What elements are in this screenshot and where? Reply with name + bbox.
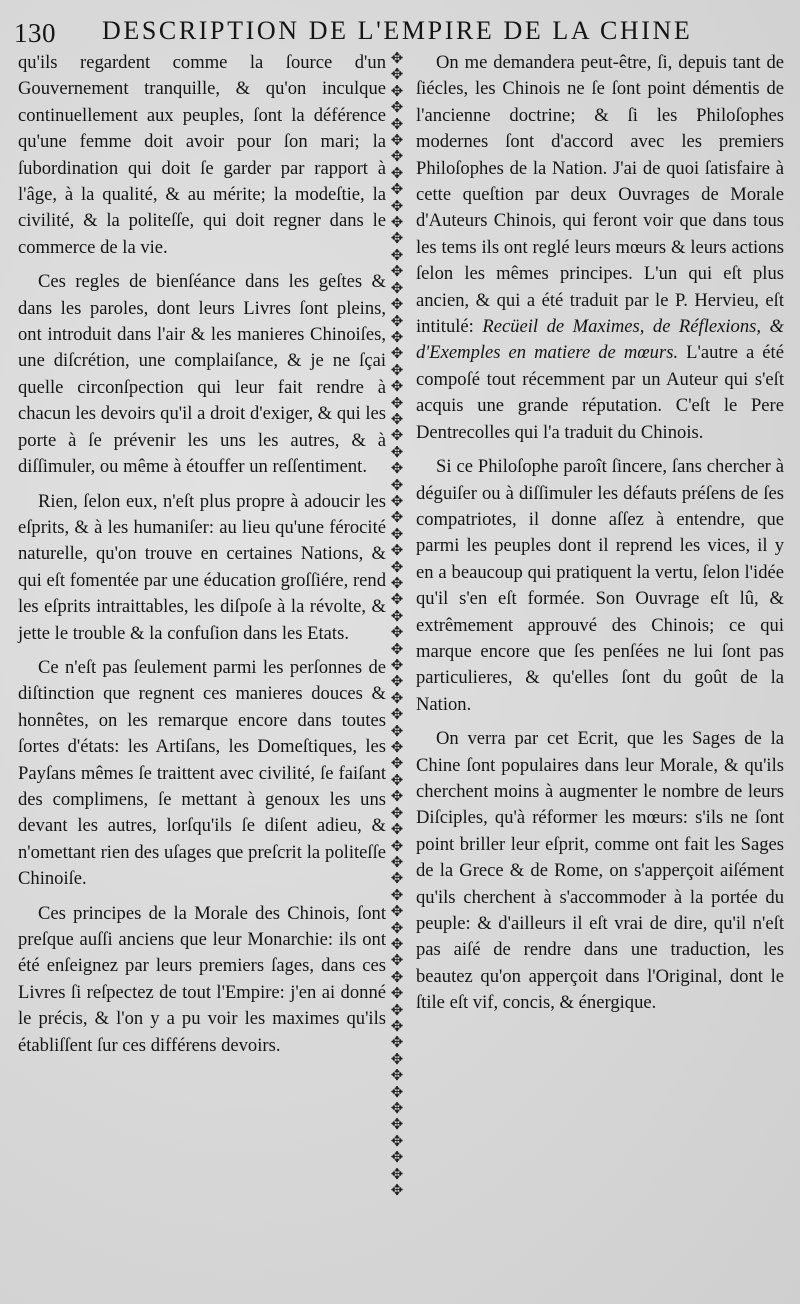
ornament-glyph: ✥ [390,918,404,937]
paragraph: Ce n'eſt pas ſeulement parmi les perſonnes de diſtinction que regnent ces manieres douces & honnêtes, on les remarque encore dans toutes ſortes d'états: les Artiſans, les Domeſtiques, les Payſans mêmes ſe traittent avec civilité, ſe faiſant des complimens, ſe mettant à genoux les uns devant les autres, lorſqu'ils ſe diſent adieu, & n'omettant rien des uſages que preſcrit la politeſſe Chinoiſe. [18,656,386,890]
ornament-glyph: ✥ [390,508,404,527]
page-number: 130 [14,18,56,48]
ornament-glyph: ✥ [390,360,404,379]
paragraph: Si ce Philoſophe paroît ſincere, ſans chercher à déguiſer ou à diſſimuler les défauts préſens de ſes compatriotes, il donne aſſez à entendre, que parmi les peuples dont il reprend les vices, il y en a beaucoup qui pratiquent la vertu, ſelon l'idée qu'il s'en eſt formée. Son Ouvrage eſt lû, & extrêmement approuvé des Chinois; ce qui marque encore que ſes penſées ne lui ſont pas particulieres, & qu'elles ſont du goût de la Nation. [416,456,784,715]
ornament-glyph: ✥ [390,1033,404,1052]
ornament-glyph: ✥ [390,1049,404,1068]
ornament-glyph: ✥ [390,393,404,412]
ornament-glyph: ✥ [390,327,404,346]
ornament-glyph: ✥ [390,721,404,740]
right-column [416,50,784,1025]
paragraph-text: On me demandera peut-être, ſi, depuis tant de ſiécles, les Chinois ne ſe ſont point démentis de l'ancienne doctrine; & ſi les Philoſophes modernes ſont d'accord avec les premiers Philoſophes de la Nation. J'ai de quoi ſatisfaire à cette queſtion par deux Ouvrages de Morale d'Auteurs Chinois, qui feront voir que dans tous les tems ils ont reglé leurs mœurs & leurs actions ſelon les mêmes principes. L'un qui eſt plus ancien, & qui a été traduit par le P. Hervieu, eſt intitulé: [416,52,784,338]
ornament-glyph: ✥ [390,541,404,560]
ornament-glyph: ✥ [390,787,404,806]
paragraph: Rien, ſelon eux, n'eſt plus propre à adoucir les eſprits, & à les humaniſer: au lieu qu'une férocité naturelle, qu'on trouve en certaines Nations, & qui eſt fomentée par une éducation groſſiére, rend les eſprits intraittables, les diſpoſe à la révolte, & jette le trouble & la confuſion dans les Etats. [18,490,386,644]
ornament-glyph: ✥ [390,213,404,232]
ornament-glyph: ✥ [390,836,404,855]
page-header [14,14,784,54]
ornament-glyph: ✥ [390,705,404,724]
ornament-glyph: ✥ [390,1181,404,1200]
paragraph: qu'ils regardent comme la ſource d'un Gouvernement tranquille, & qu'on inculque continuellement aux peuples, ſont la déférence qu'une femme doit avoir pour ſon mari; la ſubordination qui doit ſe garder par rapport à l'âge, à la qualité, & au mérite; la modeſtie, la civilité, & la politeſſe, qui doit regner dans le commerce de la vie. [18,52,386,258]
ornament-glyph: ✥ [390,1099,404,1117]
ornament-glyph: ✥ [390,590,404,609]
running-title: DESCRIPTION DE L'EMPIRE DE LA CHINE [102,16,693,45]
ornament-glyph: ✥ [390,442,404,461]
ornament-glyph: ✥ [390,426,404,445]
ornament-glyph: ✥ [390,49,404,67]
paragraph: On verra par cet Ecrit, que les Sages de la Chine ſont populaires dans leur Morale, & qu'ils cherchent moins à augmenter le nombre de leurs Diſciples, qu'à réformer les mœurs: s'ils ne ſont point briller leur eſprit, comme ont fait les Sages de la Grece & de Rome, on s'apperçoit aiſément qu'ils cherchent à s'accommoder à la portée du peuple: & d'ailleurs il eſt vrai de dire, qu'il n'eſt pas aiſé de rendre dans une traduction, les beautez qu'on apperçoit dans l'Original, dont le ſtile eſt vif, concis, & énergique. [416,728,784,1014]
ornament-glyph: ✥ [390,639,404,658]
paragraph-text: L'autre a été compoſé tout récemment par un Auteur qui s'eſt acquis une grande réputation. C'eſt le Pere Dentrecolles qui l'a traduit du Chinois. [416,342,784,443]
ornament-glyph: ✥ [390,1000,404,1019]
ornament-glyph: ✥ [390,311,404,330]
ornament-glyph: ✥ [390,459,404,478]
ornament-glyph: ✥ [390,278,404,297]
ornament-glyph: ✥ [390,869,404,888]
ornament-glyph: ✥ [390,967,404,986]
ornament-glyph: ✥ [390,688,404,707]
ornament-glyph: ✥ [390,623,404,642]
paragraph: Ces principes de la Morale des Chinois, ſont preſque auſſi anciens que leur Monarchie: ils ont été enſeignez par leurs premiers ſages, dans ces Livres ſi reſpectez de tout l'Empire: j'en ai donné le précis, & l'on y a pu voir les maximes qu'ils établiſſent ſur ces différens devoirs. [18,902,386,1056]
ornament-glyph: ✥ [390,98,404,117]
ornament-glyph: ✥ [390,262,404,281]
ornament-glyph: ✥ [390,295,404,314]
ornament-glyph: ✥ [390,81,404,100]
ornament-glyph: ✥ [390,852,404,871]
book-title-italic: Recüeil de Maximes, de Réflexions, & d'Exemples en matiere de mœurs. [416,316,784,364]
ornament-glyph: ✥ [390,377,404,396]
ornament-glyph: ✥ [390,656,404,675]
ornament-glyph: ✥ [390,245,404,264]
ornament-glyph: ✥ [390,114,404,133]
ornament-column-divider [388,49,406,1200]
ornament-glyph: ✥ [390,65,404,84]
ornament-glyph: ✥ [390,1164,404,1183]
ornament-glyph: ✥ [390,902,404,921]
ornament-glyph: ✥ [390,820,404,839]
ornament-glyph: ✥ [390,1115,404,1134]
ornament-glyph: ✥ [390,1016,404,1035]
ornament-glyph: ✥ [390,1148,404,1167]
ornament-glyph: ✥ [390,770,404,789]
ornament-glyph: ✥ [390,606,404,625]
ornament-glyph: ✥ [390,524,404,543]
ornament-glyph: ✥ [390,147,404,166]
ornament-glyph: ✥ [390,738,404,757]
ornament-glyph: ✥ [390,229,404,248]
ornament-glyph: ✥ [390,344,404,363]
ornament-glyph: ✥ [390,131,404,150]
ornament-glyph: ✥ [390,951,404,970]
ornament-glyph: ✥ [390,574,404,592]
ornament-glyph: ✥ [390,984,404,1003]
ornament-glyph: ✥ [390,180,404,199]
ornament-glyph: ✥ [390,803,404,822]
ornament-glyph: ✥ [390,557,404,576]
ornament-glyph: ✥ [390,475,404,494]
ornament-glyph: ✥ [390,491,404,510]
ornament-glyph: ✥ [390,1131,404,1150]
ornament-glyph: ✥ [390,934,404,953]
ornament-glyph: ✥ [390,1066,404,1085]
ornament-glyph: ✥ [390,196,404,215]
ornament-glyph: ✥ [390,885,404,904]
paragraph: Ces regles de bienſéance dans les geſtes & dans les paroles, dont leurs Livres ſont pleins, ont introduit dans l'air & les manieres Chinoiſes, une diſcrétion, une complaiſance, & je ne ſçai quelle circonſpection qui leur fait rendre à chacun les devoirs qu'il a droit d'exiger, & qui les porte à ſe prévenir les uns les autres, & à diſſimuler, ou même à étouffer un reſſentiment. [18,271,386,478]
paragraph [416,50,784,446]
ornament-glyph: ✥ [390,672,404,691]
ornament-glyph: ✥ [390,409,404,428]
ornament-glyph: ✥ [390,163,404,182]
ornament-glyph: ✥ [390,1082,404,1101]
ornament-glyph: ✥ [390,754,404,773]
left-column [18,50,386,1067]
